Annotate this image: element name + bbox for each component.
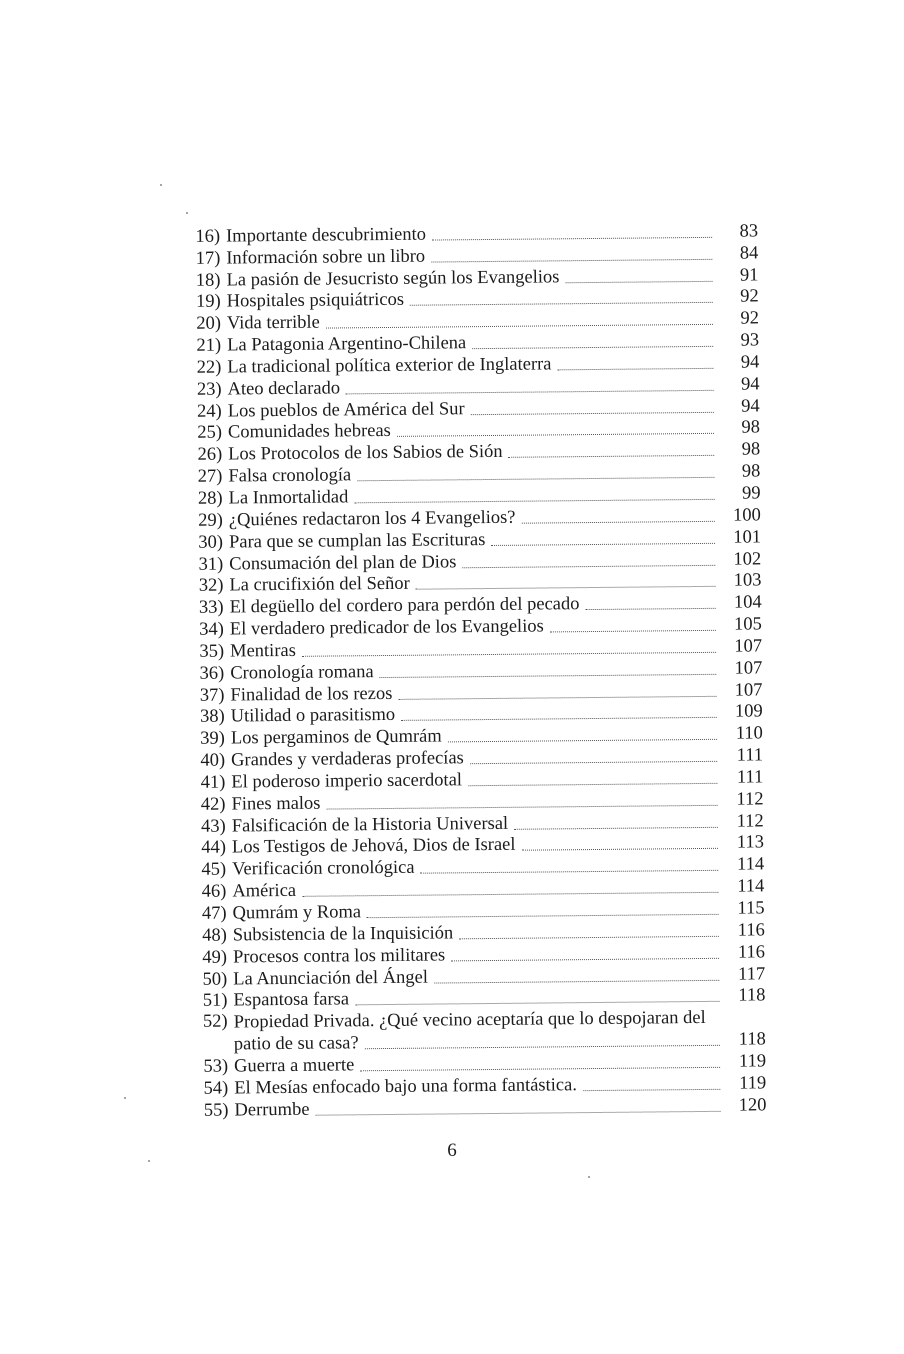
entry-page-number: 112 [736, 811, 764, 832]
entry-number: 48) [202, 925, 227, 946]
entry-number: 47) [201, 903, 227, 924]
entry-page-number: 118 [738, 985, 766, 1007]
entry-title: La pasión de Jesucristo según los Evangelios [226, 266, 560, 291]
entry-page-number: 105 [734, 614, 762, 635]
entry-page-number: 111 [736, 745, 764, 766]
entry-title: Qumrám y Roma [232, 902, 362, 924]
dot-leader [365, 1045, 720, 1049]
entry-number: 36) [199, 663, 225, 684]
entry-title: Los Protocolos de los Sabios de Sión [228, 442, 503, 465]
dot-leader [354, 499, 714, 503]
entry-title: Mentiras [229, 640, 296, 662]
entry-page-number: 94 [740, 374, 760, 395]
dot-leader [421, 870, 719, 874]
dot-leader [468, 783, 717, 786]
entry-page-number: 113 [736, 832, 765, 854]
dot-leader [434, 979, 719, 983]
entry-number: 55) [203, 1100, 229, 1121]
entry-number: 30) [198, 532, 224, 553]
entry-title: América [232, 881, 297, 902]
entry-title: Ateo declarado [227, 378, 341, 400]
entry-page-number: 100 [732, 505, 761, 526]
dot-leader [367, 914, 719, 918]
dot-leader [346, 390, 714, 395]
entry-page-number: 84 [739, 243, 759, 264]
entry-number: 16) [195, 226, 221, 247]
entry-title: Grandes y verdaderas profecías [231, 748, 464, 771]
entry-page-number: 112 [736, 789, 764, 810]
entry-number: 17) [195, 248, 221, 269]
entry-page-number: 107 [734, 679, 763, 701]
entry-page-number: 98 [741, 461, 761, 482]
entry-title: Guerra a muerte [233, 1055, 355, 1077]
entry-title: Utilidad o parasitismo [230, 705, 396, 727]
entry-page-number: 120 [738, 1094, 767, 1116]
dot-leader [302, 652, 716, 657]
entry-title: Fines malos [231, 793, 321, 815]
entry-title: El verdadero predicador de los Evangelios [229, 616, 544, 640]
entry-number: 49) [202, 947, 228, 968]
entry-number: 50) [202, 969, 228, 990]
table-of-contents [176, 220, 767, 1121]
entry-title: Verificación cronológica [232, 858, 415, 880]
entry-number: 52) [202, 1011, 228, 1033]
entry-page-number: 114 [737, 876, 765, 897]
dot-leader [558, 368, 714, 370]
entry-page-number: 118 [738, 1029, 766, 1050]
entry-number: 35) [199, 641, 225, 662]
entry-number: 54) [203, 1078, 229, 1099]
dot-leader [432, 237, 712, 241]
entry-page-number: 103 [733, 570, 762, 592]
entry-page-number: 110 [735, 723, 763, 744]
entry-title: Derrumbe [234, 1099, 310, 1121]
entry-page-number: 111 [736, 767, 764, 788]
print-speck [186, 212, 188, 214]
entry-number: 19) [195, 291, 221, 313]
entry-page-number: 107 [734, 658, 763, 679]
entry-page-number: 92 [740, 308, 760, 329]
dot-leader [471, 411, 714, 414]
dot-leader [472, 346, 713, 349]
entry-number: 45) [201, 859, 227, 881]
entry-title: Subsistencia de la Inquisición [232, 923, 454, 946]
entry-title: Procesos contra los militares [232, 945, 446, 968]
entry-page-number: 101 [733, 527, 762, 548]
dot-leader [357, 477, 714, 481]
entry-title: La crucifixión del Señor [229, 574, 410, 596]
dot-leader [491, 542, 715, 545]
entry-number: 34) [199, 619, 224, 640]
entry-title: ¿Quiénes redactaron los 4 Evangelios? [228, 507, 516, 531]
entry-number: 22) [196, 357, 222, 378]
entry-page-number: 99 [741, 483, 761, 504]
entry-page-number: 102 [733, 548, 762, 570]
print-speck [124, 1097, 126, 1099]
entry-number: 46) [201, 881, 227, 902]
dot-leader [451, 958, 719, 962]
entry-number: 24) [197, 401, 222, 422]
entry-title: Propiedad Privada. ¿Qué vecino aceptaría que lo despojaran del [233, 1008, 706, 1033]
dot-leader [550, 630, 716, 633]
dot-leader [302, 892, 718, 897]
entry-page-number: 94 [740, 352, 760, 373]
entry-number: 51) [202, 990, 228, 1012]
entry-title: Cronología romana [230, 661, 374, 684]
dot-leader [586, 608, 716, 610]
entry-number: 38) [199, 706, 225, 728]
dot-leader [583, 1089, 720, 1091]
entry-title: La Patagonia Argentino-Chilena [227, 333, 467, 356]
entry-page-number: 109 [734, 701, 763, 723]
entry-number: 20) [196, 313, 222, 335]
dot-leader [410, 302, 713, 306]
entry-title: El poderoso imperio sacerdotal [231, 770, 463, 793]
entry-number: 25) [197, 423, 223, 444]
toc-entry [184, 1007, 766, 1056]
dot-leader [416, 586, 716, 590]
dot-leader [360, 1067, 720, 1071]
entry-number: 37) [199, 685, 225, 706]
entry-number: 27) [197, 466, 223, 487]
print-speck [588, 1176, 590, 1178]
entry-title: Para que se cumplan las Escrituras [228, 529, 486, 553]
entry-number: 21) [196, 335, 222, 356]
page-number: 6 [447, 1140, 457, 1161]
entry-page-number: 98 [741, 439, 761, 460]
entry-page-number: 93 [740, 330, 760, 351]
entry-title: Los Testigos de Jehová, Dios de Israel [231, 835, 516, 858]
dot-leader [327, 805, 718, 810]
entry-title: Consumación del plan de Dios [229, 551, 457, 575]
entry-title: Los pueblos de América del Sur [227, 398, 465, 422]
entry-page-number: 115 [737, 898, 765, 919]
dot-leader [398, 695, 716, 699]
entry-title: Vida terrible [226, 312, 320, 334]
entry-page-number: 116 [737, 942, 766, 963]
entry-number: 29) [198, 510, 223, 531]
entry-title: Comunidades hebreas [227, 421, 391, 443]
entry-page-number: 116 [737, 920, 765, 941]
entry-title: El Mesías enfocado bajo una forma fantástica. [234, 1074, 578, 1099]
entry-page-number: 107 [734, 636, 763, 657]
entry-page-number: 119 [738, 1051, 767, 1072]
entry-title-continued: patio de su casa? [233, 1033, 359, 1055]
entry-page-number: 94 [741, 395, 760, 417]
entry-title: Espantosa farsa [233, 989, 350, 1011]
dot-leader [431, 259, 712, 263]
entry-page-number: 98 [741, 417, 761, 439]
entry-page-number: 104 [733, 592, 762, 613]
entry-number: 40) [200, 750, 226, 771]
entry-title: Hospitales psiquiátricos [226, 290, 405, 312]
entry-number: 43) [200, 816, 226, 837]
entry-title: Importante descubrimiento [226, 224, 427, 247]
dot-leader [326, 324, 713, 329]
dot-leader [462, 564, 715, 567]
entry-page-number: 117 [738, 963, 766, 985]
entry-title: Información sobre un libro [226, 246, 426, 269]
entry-number: 18) [195, 270, 221, 291]
dot-leader [380, 674, 717, 678]
entry-title: Falsa cronología [228, 465, 352, 487]
dot-leader [522, 848, 718, 851]
print-speck [160, 184, 162, 186]
entry-number: 28) [197, 488, 223, 509]
entry-number: 31) [198, 554, 224, 575]
dot-leader [565, 280, 712, 282]
entry-title: Finalidad de los rezos [230, 683, 393, 706]
entry-title: Falsificación de la Historia Universal [231, 813, 509, 837]
dot-leader [355, 1001, 719, 1005]
entry-title: La Anunciación del Ángel [233, 967, 429, 990]
dot-leader [448, 739, 717, 743]
dot-leader [522, 521, 715, 524]
entry-page-number: 119 [739, 1073, 767, 1094]
dot-leader [397, 433, 714, 437]
entry-number: 42) [200, 794, 226, 815]
entry-title: El degüello del cordero para perdón del pecado [229, 594, 580, 618]
entry-title: La Inmortalidad [228, 487, 349, 509]
dot-leader [401, 717, 717, 721]
entry-number: 39) [200, 728, 226, 750]
entry-number: 44) [201, 838, 227, 859]
entry-title: La tradicional política exterior de Inglaterra [227, 354, 552, 378]
entry-number: 32) [198, 575, 224, 597]
entry-number: 33) [198, 597, 224, 618]
entry-page-number: 91 [739, 264, 759, 286]
entry-page-number: 83 [739, 221, 759, 242]
dot-leader [470, 761, 717, 764]
entry-number: 41) [200, 772, 226, 793]
dot-leader [514, 826, 718, 829]
entry-number: 26) [197, 444, 223, 466]
dot-leader [509, 455, 715, 458]
entry-number: 23) [196, 379, 222, 400]
entry-page-number: 92 [740, 286, 759, 307]
entry-page-number: 114 [736, 854, 765, 875]
dot-leader [316, 1110, 721, 1115]
entry-number: 53) [203, 1056, 229, 1077]
dot-leader [459, 936, 719, 939]
entry-title: Los pergaminos de Qumrám [230, 726, 442, 749]
